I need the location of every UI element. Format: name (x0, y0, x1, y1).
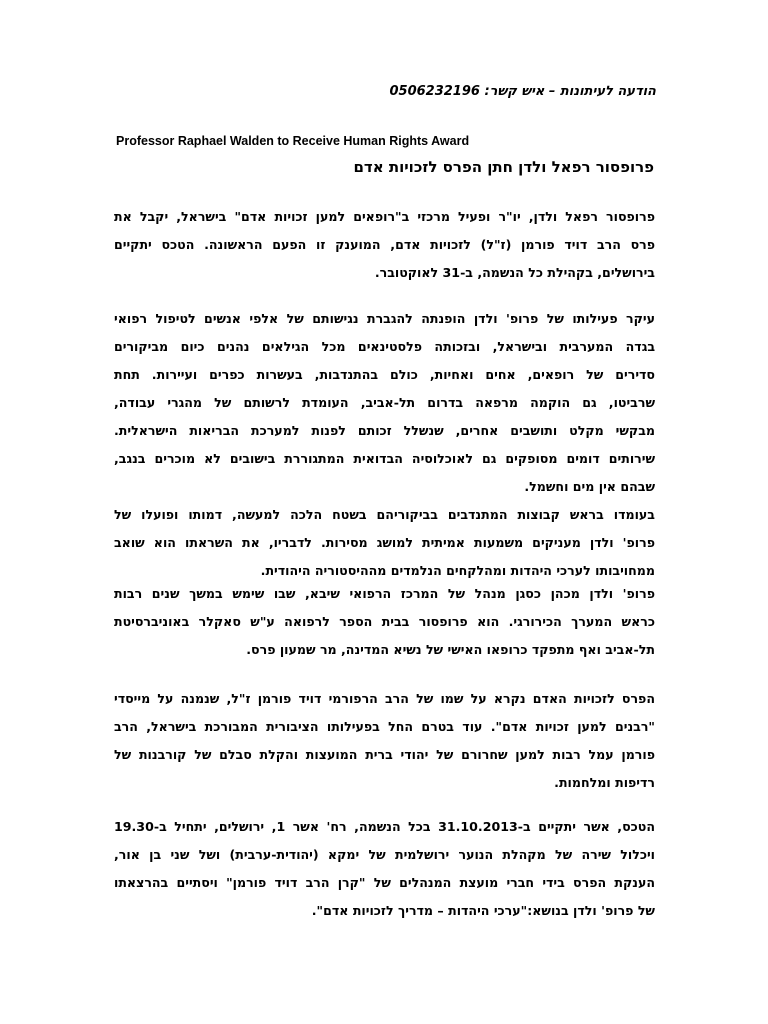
paragraph-line: הטכס, אשר יתקיים ב-31.10.2013 בכל הנשמה, רח' אשר 1, ירושלים, יתחיל ב-19.30 (114, 819, 655, 834)
paragraph-award-announcement (114, 203, 655, 287)
paragraph-line: תל-אביב ואף מתפקד כרופאו האישי של נשיא המדינה, מר שמעון פרס. (246, 642, 655, 657)
contact-phone: 0506232196 (389, 84, 480, 99)
paragraph-line: בגדה המערבית ובישראל, ובזכותה פלסטינאים מכל הגילאים נהנים כיום מביקורים (114, 339, 655, 354)
paragraph-line: של פרופ' ולדן בנושא:"ערכי היהדות – מדריך לזכויות אדם". (311, 903, 655, 918)
paragraph-line: סדירים של רופאים, אחים ואחיות, כולם בהתנדבות, בעשרות כפרים ועיירות. תחת (114, 367, 655, 382)
paragraph-line: כראש המערך הכירורגי. הוא פרופסור בבית הספר לרפואה ע"ש סאקלר באוניברסיטת (114, 614, 655, 629)
paragraph-ceremony-details (114, 813, 655, 925)
paragraph-line: פרופ' ולדן מכהן כסגן מנהל של המרכז הרפואי שיבא, שבו שימש במשך שנים רבות (114, 586, 655, 601)
paragraph-line: רדיפות ומלחמות. (554, 775, 655, 790)
press-notice-label: הודעה לעיתונות – איש קשר: (484, 84, 656, 99)
hebrew-title: פרופסור רפאל ולדן חתן הפרס לזכויות אדם (353, 158, 654, 176)
paragraph-line: פורמן עמל רבות למען שחרורם של יהודי ברית המועצות והקלת סבלם של קורבנות של (114, 747, 655, 762)
paragraph-line: "רבנים למען זכויות אדם". עוד בטרם החל בפעילותו הציבורית המבורכת בישראל, הרב (114, 719, 655, 734)
paragraph-positions (114, 580, 655, 664)
paragraph-line: שבהם אין מים וחשמל. (524, 479, 655, 494)
paragraph-line: ויכלול שירה של מקהלת הנוער ירושלמית של ימקא (יהודית-ערבית) ושל שני בן אור, (114, 847, 655, 862)
paragraph-line: פרופסור רפאל ולדן, יו"ר ופעיל מרכזי ב"רופאים למען זכויות אדם" בישראל, יקבל את (114, 209, 655, 224)
english-title: Professor Raphael Walden to Receive Human Rights Award (116, 134, 470, 148)
paragraph-prize-background (114, 685, 655, 797)
paragraph-line: עיקר פעילותו של פרופ' ולדן הופנתה להגברת נגישותם של אלפי אנשים לטיפול רפואי (114, 311, 655, 326)
paragraph-line: שירותים דומים מסופקים גם לאוכלוסיה הבדואית המתגוררת בישובים לא מוכרים בנגב, (114, 451, 655, 466)
paragraph-activities (114, 305, 655, 585)
paragraph-line: בירושלים, בקהילת כל הנשמה, ב-31 לאוקטובר. (374, 265, 655, 280)
paragraph-line: ממחויבותו לערכי היהדות ומהלקחים הנלמדים מההיסטוריה היהודית. (260, 563, 655, 578)
paragraph-line: פרופ' ולדן מעניקים משמעות אמיתית למושג מסירות. לדבריו, את השראתו הוא שואב (114, 535, 655, 550)
paragraph-line: בעומדו בראש קבוצות המתנדבים בביקוריהם בשטח הלכה למעשה, דמותו ופועלו של (114, 507, 655, 522)
paragraph-line: הענקת הפרס בידי חברי מועצת המנהלים של "קרן הרב דויד פורמן" ויסתיים בהרצאתו (114, 875, 655, 890)
paragraph-line: הפרס לזכויות האדם נקרא על שמו של הרב הרפורמי דויד פורמן ז"ל, שנמנה על מייסדי (114, 691, 655, 706)
press-contact-line (96, 84, 656, 99)
paragraph-line: מבקשי מקלט ותושבים אחרים, שנשלל זכותם לפנות למערכת הבריאות הישראלית. (114, 423, 655, 438)
paragraph-line: פרס הרב דויד פורמן (ז"ל) לזכויות אדם, המוענק זו הפעם הראשונה. הטכס יתקיים (114, 237, 655, 252)
paragraph-line: שרביטו, גם הוקמה מרפאה בדרום תל-אביב, העומדת לרשותם של מהגרי עבודה, (114, 395, 655, 410)
